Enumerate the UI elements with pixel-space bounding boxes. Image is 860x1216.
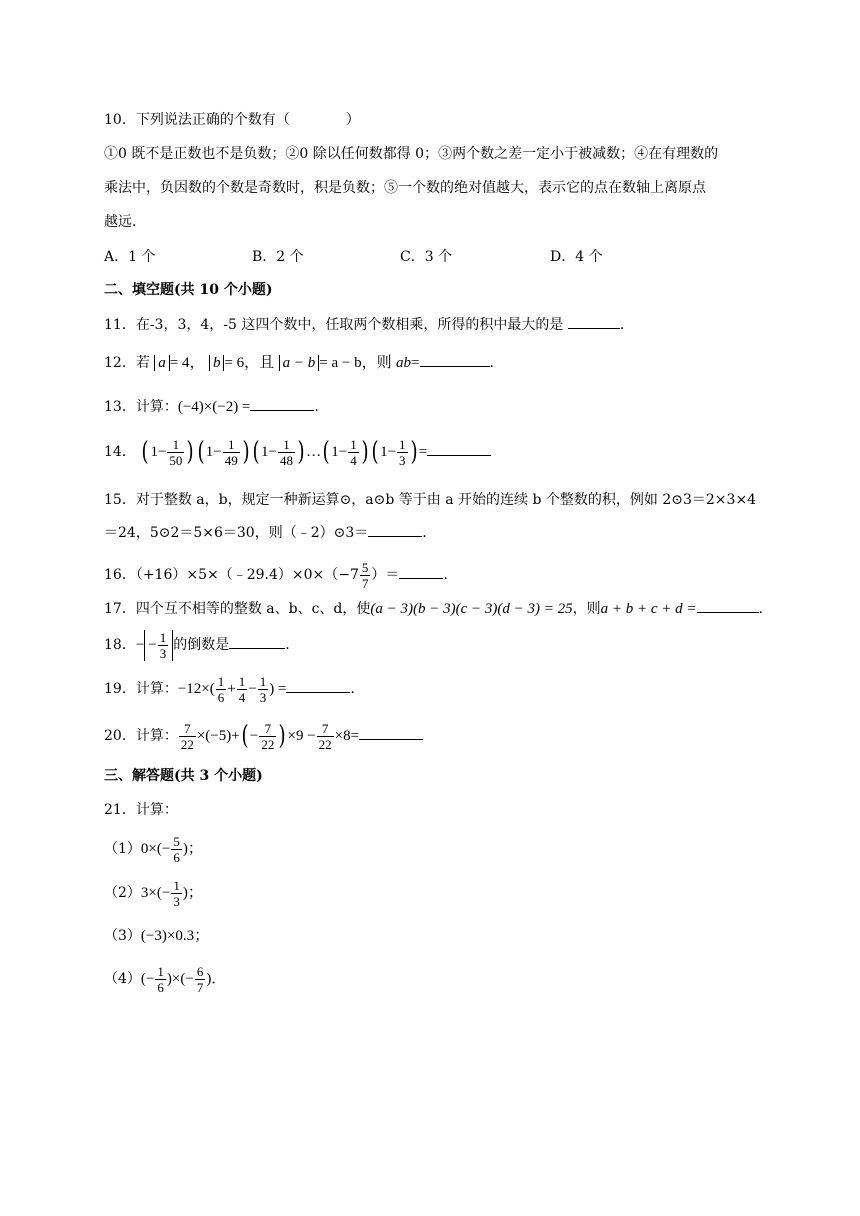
q12-c1: = 4， [169,355,205,371]
q21-stem: 21．计算： [104,802,178,818]
section-fill-in-title: 二、填空题(共 10 个小题) [104,282,273,298]
q12: 12．若 a = 4， b = 6，且 a − b = a − b，则 ab= . [104,352,494,373]
q10-option-c: C．3 个 [400,249,453,265]
q14-num: 14． [104,444,136,460]
q10-option-b: B．2 个 [252,249,304,265]
q15-line2-text: ＝24，5⊙2＝5×6＝30，则（﹣2）⊙3＝ [104,525,369,541]
q14-frac-1-50: $\frac{1}{50}$ [169,436,183,468]
q12-abs-b: b [209,355,225,371]
q12-eq: = [411,355,420,371]
q18-post: 的倒数是 [173,637,230,653]
q20-eq: = [350,728,360,744]
q16-frac-5-7: $\frac{5}{7}$ [361,559,369,591]
q14-frac-1-4: $\frac{1}{4}$ [350,436,357,468]
q17-answer-blank [697,598,759,613]
q14-dots: … [306,444,322,460]
q14: 14． ( 1− $\frac{1}{50}$ ) ( 1− $\frac{1}{49}$ ) ( 1− $\frac{1}{48}$ ) …( 1− $\frac{1}{4}$ ) ( 1− $\frac{1}{3}$ ) = [104,432,491,472]
q16-answer-blank [399,564,443,579]
q10-option-d: D．4 个 [550,249,603,265]
q14-frac-1-3: $\frac{1}{3}$ [399,436,406,468]
q10-line2: 乘法中，负因数的个数是奇数时，积是负数；⑤一个数的绝对值越大，表示它的点在数轴上离原点 [104,180,706,196]
q19: 19．计算：−12×( $\frac{1}{6}$ + $\frac{1}{4}$ − $\frac{1}{3}$ ) = . [104,673,355,705]
q15-line1: 15．对于整数 a，b，规定一种新运算⊙，a⊙b 等于由 a 开始的连续 b 个整数的积，例如 2⊙3＝2×3×4 [104,492,757,508]
q12-ab: ab [396,355,412,371]
q14-eq: = [418,444,428,460]
q20-num: 20．计算： [104,728,178,744]
q21-part2: （2）3×(− $\frac{1}{3}$ )； [104,877,203,909]
q14-frac-1-49: $\frac{1}{49}$ [224,436,238,468]
q13-expr: (−4)×(−2) = [177,399,251,415]
q19-answer-blank [286,678,350,693]
q10-line1: ①0 既不是正数也不是负数；②0 除以任何数都得 0；③两个数之差一定小于被减数；④在有理数的 [104,146,719,162]
q20: 20．计算： $\frac{7}{22}$ ×(−5)+( − $\frac{7}{22}$ ) ×9 − $\frac{7}{22}$ ×8= [104,716,423,756]
q18-abs: − $\frac{1}{3}$ [144,630,173,661]
q12-abs-a-minus-b: a − b [279,355,320,371]
q18-num: 18． [104,637,136,653]
q21-part3: （3）(−3)×0.3； [104,928,210,944]
q12-c2: = 6，且 [224,355,275,371]
q17-expr2: a + b + c + d = [600,601,697,617]
q12-num: 12．若 [104,355,150,371]
q16-post: ）＝ [371,567,400,583]
q12-answer-blank [420,352,490,367]
q12-abs-a: a [154,355,170,371]
q16-pre: 16．（+16）×5×（﹣29.4）×0×（−7 [104,567,359,583]
q11-text: 11．在-3，3，4，-5 这四个数中，任取两个数相乘，所得的积中最大的是 [104,317,568,333]
q21-part4: （4）(− $\frac{1}{6}$ )×(− $\frac{6}{7}$ )． [104,963,227,995]
q18-answer-blank [229,634,285,649]
q17-expr: (a − 3)(b − 3)(c − 3)(d − 3) = 25 [370,601,573,617]
q11: 11．在-3，3，4，-5 这四个数中，任取两个数相乘，所得的积中最大的是 . [104,314,624,335]
q13-num: 13．计算： [104,399,178,415]
section-solve-title: 三、解答题(共 3 个小题) [104,768,263,784]
q10-stem: 10．下列说法正确的个数有（ ） [104,112,360,128]
q17-mid: ，则 [572,601,601,617]
q19-num: 19．计算： [104,681,178,697]
q14-answer-blank [427,441,491,456]
q13-answer-blank [250,396,314,411]
q19-pre: −12×( [177,681,215,697]
q20-answer-blank [359,725,423,740]
q15-line2: ＝24，5⊙2＝5×6＝30，则（﹣2）⊙3＝ . [104,522,427,543]
q15-answer-blank [368,522,422,537]
q10-option-a: A．1 个 [104,249,156,265]
q10-line3: 越远． [104,214,146,230]
q19-post: ) = [269,681,287,697]
q21-part1: （1）0×(− $\frac{5}{6}$ )； [104,833,203,865]
q16: 16．（+16）×5×（﹣29.4）×0×（−7 $\frac{5}{7}$ ）＝ . [104,559,448,591]
q12-c3: = a − b，则 [319,355,392,371]
q18-minus: − [135,637,145,653]
q14-frac-1-48: $\frac{1}{48}$ [279,436,293,468]
q17: 17．四个互不相等的整数 a、b、c、d，使(a − 3)(b − 3)(c − 3)(d − 3) = 25，则a + b + c + d = . [104,598,763,619]
q11-answer-blank [568,314,620,329]
q18: 18．− − $\frac{1}{3}$ 的倒数是 . [104,630,290,662]
q13: 13．计算：(−4)×(−2) = . [104,396,319,417]
q17-pre: 17．四个互不相等的整数 a、b、c、d，使 [104,601,371,617]
